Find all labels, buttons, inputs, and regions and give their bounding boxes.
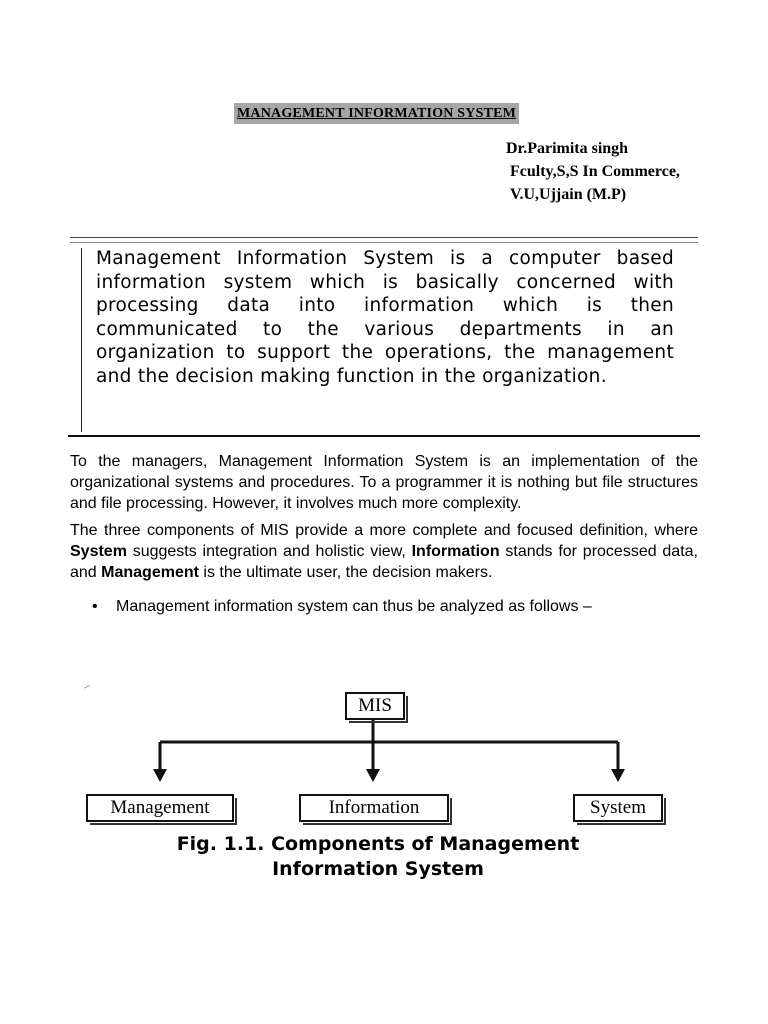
diagram-node-system: System <box>573 794 663 822</box>
term-information: Information <box>411 543 500 560</box>
author-block <box>506 137 680 206</box>
diagram-node-information: Information <box>299 794 449 822</box>
diagram-node-mis: MIS <box>345 692 405 720</box>
term-system: System <box>70 543 127 560</box>
diagram-node-management: Management <box>86 794 234 822</box>
bullet-text: Management information system can thus be analyzed as follows – <box>116 598 592 615</box>
author-location: V.U,Ujjain (M.P) <box>510 186 627 203</box>
term-management: Management <box>101 564 199 581</box>
definition-left-bar <box>81 248 82 432</box>
definition-box <box>70 243 698 435</box>
figure-caption <box>138 832 618 882</box>
paragraph-managers: To the managers, Management Information System is an implementation of the organizational systems and procedures. To a programmer it is nothing but file structures and file processing. However, it involves much more complexity. <box>70 453 698 512</box>
document-title: MANAGEMENT INFORMATION SYSTEM <box>234 103 519 124</box>
paragraph-components-text-4: is the ultimate user, the decision makers. <box>198 564 493 581</box>
bottom-rule <box>68 435 700 437</box>
author-name: Dr.Parimita singh <box>506 140 629 157</box>
bullet-icon: • <box>92 598 98 615</box>
definition-text: Management Information System is a computer based information system which is basically concerned with processing data into information which is then communicated to the various departments in an organization to support the operations, the management and the decision making function in the organization. <box>96 248 674 387</box>
paragraph-components-text-2: suggests integration and holistic view, <box>126 543 412 560</box>
figure-caption-line-1: Fig. 1.1. Components of Management <box>176 833 580 855</box>
paragraph-components-text-3: stands for processed data, and <box>70 543 698 581</box>
bullet-item <box>92 596 592 617</box>
top-rule <box>70 237 698 238</box>
figure-caption-line-2: Information System <box>272 858 484 880</box>
paragraph-components-text-1: The three components of MIS provide a more complete and focused definition, where <box>70 522 698 539</box>
paragraph-components <box>70 520 698 583</box>
author-affiliation: Fculty,S,S In Commerce, <box>510 163 680 180</box>
